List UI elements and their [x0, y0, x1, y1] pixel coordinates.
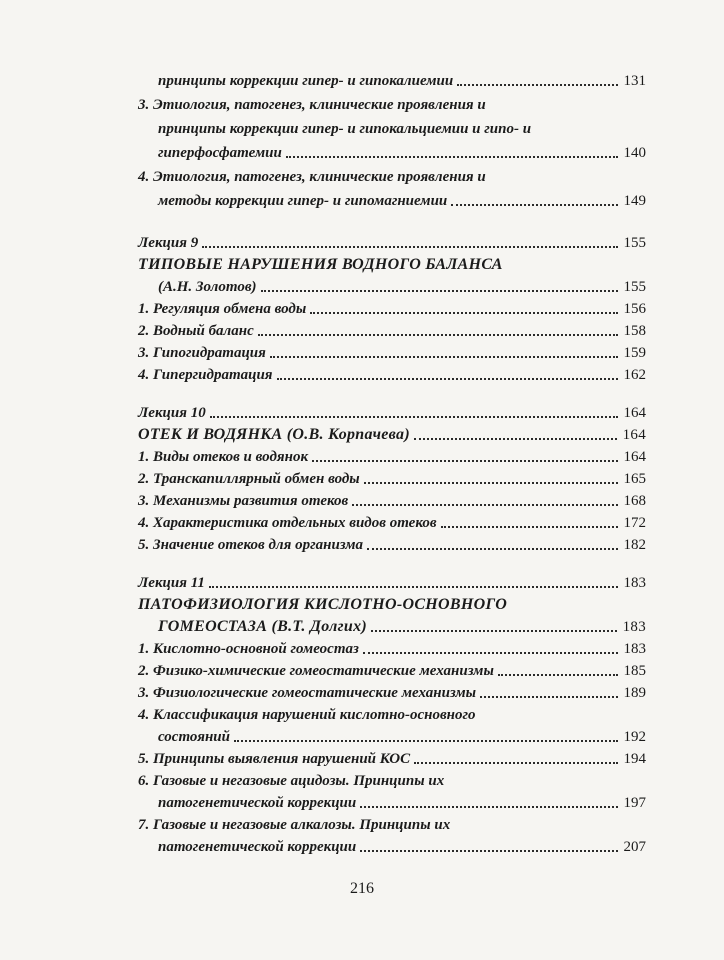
toc-page-number: 149: [623, 193, 646, 209]
toc-page-number: 189: [623, 685, 646, 701]
toc-entry-text: патогенетической коррекции: [158, 795, 357, 811]
toc-page-number: 185: [623, 663, 646, 679]
toc-entry-text: 4. Гипергидратация: [138, 367, 273, 383]
toc-entry-text: 1. Регуляция обмена воды: [138, 301, 307, 317]
toc-entry: [158, 192, 646, 210]
toc-entry-text: 4. Характеристика отдельных видов отеков: [138, 515, 437, 531]
toc-entry: [138, 640, 646, 658]
dot-leader: [414, 438, 617, 440]
dot-leader: [457, 84, 617, 86]
toc-page-number: 164: [623, 449, 646, 465]
toc-entry: [158, 278, 646, 296]
toc-page-number: 165: [623, 471, 646, 487]
toc-entry-text: 3. Этиология, патогенез, клинические проявления и: [138, 97, 486, 113]
dot-leader: [258, 334, 618, 336]
dot-leader: [498, 674, 618, 676]
toc-page-number: 155: [623, 279, 646, 295]
toc-entry: [158, 72, 646, 90]
dot-leader: [352, 504, 617, 506]
dot-leader: [363, 652, 618, 654]
toc-entry-text: 2. Физико-химические гомеостатические механизмы: [138, 663, 494, 679]
toc-entry-text: 4. Классификация нарушений кислотно-основного: [138, 707, 476, 723]
toc-page-number: 164: [623, 405, 646, 421]
dot-leader: [364, 482, 618, 484]
dot-leader: [367, 548, 617, 550]
toc-entry-text: состояний: [158, 729, 230, 745]
toc-entry: [138, 366, 646, 384]
toc-entry: [138, 514, 646, 532]
dot-leader: [286, 156, 618, 158]
toc-entry: [138, 684, 646, 702]
toc-page-number: 140: [623, 145, 646, 161]
toc-entry: [138, 470, 646, 488]
toc-entry-text: гиперфосфатемии: [158, 145, 282, 161]
toc-entry: [138, 750, 646, 768]
toc-entry-text: 1. Виды отеков и водянок: [138, 449, 309, 465]
toc-entry-text: 2. Водный баланс: [138, 323, 254, 339]
toc-page-number: 156: [623, 301, 646, 317]
toc-entry-text: Лекция 10: [138, 405, 206, 421]
toc-page-number: 197: [623, 795, 646, 811]
dot-leader: [414, 762, 617, 764]
toc-page-number: 172: [623, 515, 646, 531]
toc-lecture-heading: [138, 574, 646, 592]
toc-page-number: 168: [623, 493, 646, 509]
toc-entry-text: 3. Гипогидратация: [138, 345, 266, 361]
toc-page-number: 164: [622, 427, 646, 443]
toc-page-number: 183: [623, 641, 646, 657]
toc-lecture-title: ПАТОФИЗИОЛОГИЯ КИСЛОТНО-ОСНОВНОГО: [138, 596, 508, 613]
toc-page-number: 158: [623, 323, 646, 339]
toc-entry: [138, 344, 646, 362]
dot-leader: [371, 630, 617, 632]
toc-entry-text: методы коррекции гипер- и гипомагниемии: [158, 193, 448, 209]
dot-leader: [360, 806, 617, 808]
toc-lecture-heading: [138, 234, 646, 252]
toc-entry-text: (А.Н. Золотов): [158, 279, 257, 295]
toc-lecture-title: [158, 618, 646, 636]
toc-entry-text: Лекция 11: [138, 575, 205, 591]
toc-page-number: 183: [623, 575, 646, 591]
dot-leader: [261, 290, 618, 292]
dot-leader: [202, 246, 617, 248]
dot-leader: [277, 378, 618, 380]
toc-entry: [158, 794, 646, 812]
dot-leader: [270, 356, 618, 358]
toc-entry-text: 5. Принципы выявления нарушений КОС: [138, 751, 411, 767]
toc-entry: [138, 300, 646, 318]
toc-entry-text: 7. Газовые и негазовые алкалозы. Принципы их: [138, 817, 451, 833]
toc-page-number: 183: [622, 619, 646, 635]
dot-leader: [441, 526, 618, 528]
toc-entry-text: патогенетической коррекции: [158, 839, 357, 855]
toc-entry-text: Лекция 9: [138, 235, 199, 251]
toc-entry-text: 3. Механизмы развития отеков: [138, 493, 349, 509]
dot-leader: [451, 204, 617, 206]
toc-entry-text: ОТЕК И ВОДЯНКА (О.В. Корпачева): [138, 426, 410, 443]
dot-leader: [480, 696, 617, 698]
toc-lecture-title: ТИПОВЫЕ НАРУШЕНИЯ ВОДНОГО БАЛАНСА: [138, 256, 503, 273]
dot-leader: [234, 740, 618, 742]
toc-page-number: 192: [623, 729, 646, 745]
toc-entry-text: 6. Газовые и негазовые ацидозы. Принципы их: [138, 773, 445, 789]
dot-leader: [360, 850, 617, 852]
dot-leader: [312, 460, 617, 462]
dot-leader: [210, 416, 618, 418]
toc-entry-text: 3. Физиологические гомеостатические механизмы: [138, 685, 477, 701]
toc-entry-text: 1. Кислотно-основной гомеостаз: [138, 641, 359, 657]
toc-entry: [138, 492, 646, 510]
toc-entry-text: ГОМЕОСТАЗА (В.Т. Долгих): [158, 618, 368, 635]
toc-lecture-title: [138, 426, 646, 444]
toc-entry-text: принципы коррекции гипер- и гипокальциемии и гипо- и: [158, 121, 532, 137]
toc-page-number: 159: [623, 345, 646, 361]
dot-leader: [310, 312, 617, 314]
toc-entry: [158, 728, 646, 746]
toc-page-number: 155: [623, 235, 646, 251]
page-number: 216: [350, 880, 374, 897]
toc-entry: [158, 144, 646, 162]
toc-page-number: 162: [623, 367, 646, 383]
toc-page-number: 131: [623, 73, 646, 89]
toc-entry: [138, 662, 646, 680]
toc-page-number: 194: [623, 751, 646, 767]
dot-leader: [209, 586, 618, 588]
toc-lecture-heading: [138, 404, 646, 422]
toc-page-number: 182: [623, 537, 646, 553]
toc-entry: [138, 536, 646, 554]
toc-entry: [138, 322, 646, 340]
toc-entry: [158, 838, 646, 856]
toc-entry-text: принципы коррекции гипер- и гипокалиемии: [158, 73, 454, 89]
toc-entry-text: 4. Этиология, патогенез, клинические проявления и: [138, 169, 486, 185]
toc-entry-text: 5. Значение отеков для организма: [138, 537, 364, 553]
toc-entry-text: 2. Транскапиллярный обмен воды: [138, 471, 360, 487]
toc-page-number: 207: [623, 839, 646, 855]
toc-entry: [138, 448, 646, 466]
